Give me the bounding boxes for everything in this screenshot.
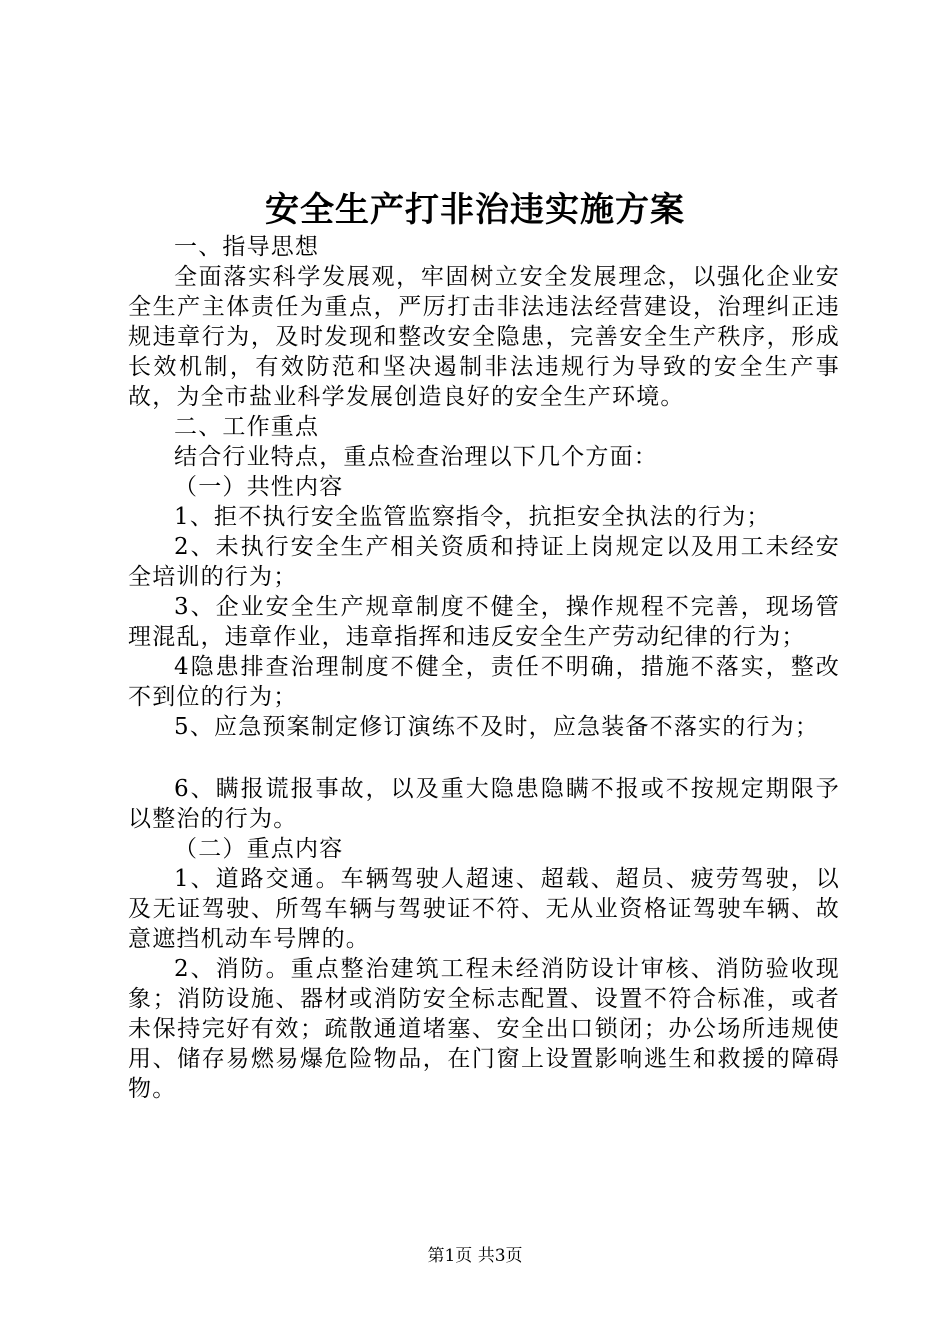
subsection-heading-key: （二）重点内容 [174,836,344,862]
paragraph-intro: 结合行业特点，重点检查治理以下几个方面： [174,444,658,470]
list-item-common-4: 4隐患排查治理制度不健全，责任不明确，措施不落实，整改不到位的行为； [128,654,840,710]
list-item-key-2: 2、消防。重点整治建筑工程未经消防设计审核、消防验收现象；消防设施、器材或消防安全标志配置、设置不符合标准，或者未保持完好有效；疏散通道堵塞、安全出口锁闭；办公场所违规使用、储存易燃易爆危险物品，在门窗上设置影响逃生和救援的障碍物。 [128,956,840,1102]
list-item-common-5: 5、应急预案制定修订演练不及时，应急装备不落实的行为； [174,714,820,740]
list-item-common-3: 3、企业安全生产规章制度不健全，操作规程不完善，现场管理混乱，违章作业，违章指挥和违反安全生产劳动纪律的行为； [128,594,840,650]
list-item-key-1: 1、道路交通。车辆驾驶人超速、超载、超员、疲劳驾驶，以及无证驾驶、所驾车辆与驾驶证不符、无从业资格证驾驶车辆、故意遮挡机动车号牌的。 [128,866,840,952]
subsection-heading-common: （一）共性内容 [174,474,344,500]
list-item-common-2: 2、未执行安全生产相关资质和持证上岗规定以及用工未经安全培训的行为； [128,534,840,590]
document-title: 安全生产打非治违实施方案 [265,190,685,230]
section-heading-work-focus: 二、工作重点 [174,414,320,440]
page-footer: 第1页 共3页 [427,1246,523,1266]
list-item-common-1: 1、拒不执行安全监管监察指令，抗拒安全执法的行为； [174,504,771,530]
paragraph-guiding-ideology: 全面落实科学发展观，牢固树立安全发展理念，以强化企业安全生产主体责任为重点，严厉打击非法违法经营建设，治理纠正违规违章行为，及时发现和整改安全隐患，完善安全生产秩序，形成长效机制，有效防范和坚决遏制非法违规行为导致的安全生产事故，为全市盐业科学发展创造良好的安全生产环境。 [128,264,840,410]
list-item-common-6: 6、瞒报谎报事故，以及重大隐患隐瞒不报或不按规定期限予以整治的行为。 [128,776,840,832]
document-body [128,232,840,1104]
section-heading-guiding-ideology: 一、指导思想 [174,234,320,260]
